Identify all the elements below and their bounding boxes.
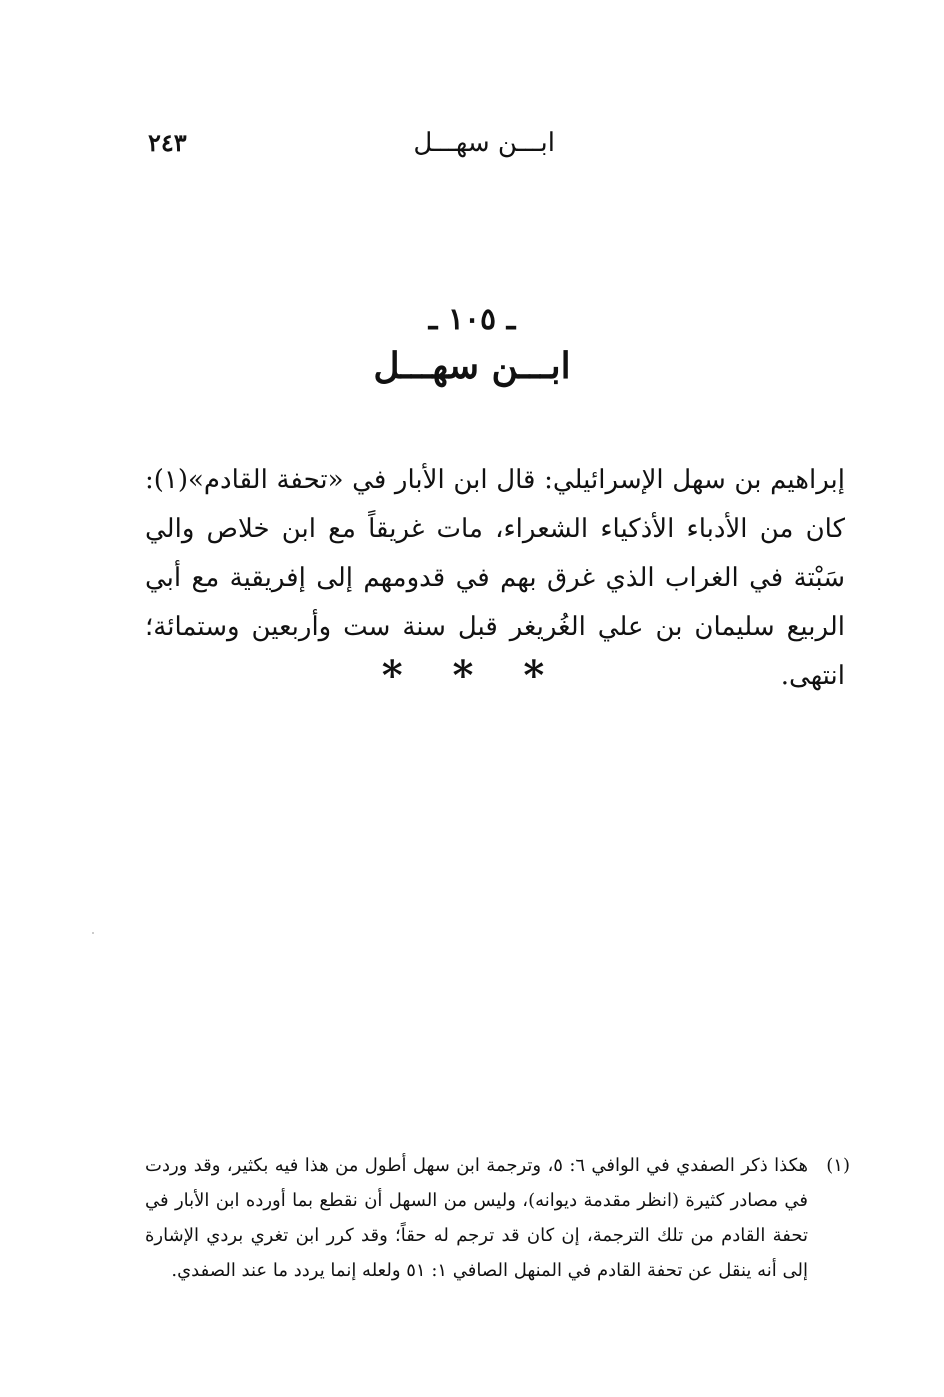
running-header-title: ابـــن سهـــل <box>413 128 555 158</box>
running-header <box>140 128 845 168</box>
scan-speck <box>92 932 94 934</box>
body-paragraph: إبراهيم بن سهل الإسرائيلي: قال ابن الأبار في «تحفة القادم»(١): كان من الأدباء الأذكياء الشعراء، مات غريقاً مع ابن خلاص والي سَبْتة في الغراب الذي غرق بهم في قدومهم إلى إفريقية مع أبي الربيع سليمان بن علي الغُريغر قبل سنة ست وأربعين وستمائة؛ انتهى. <box>145 465 845 691</box>
footnote <box>145 1148 850 1288</box>
footnote-marker: (١) <box>826 1155 850 1176</box>
footnote-text: هكذا ذكر الصفدي في الوافي ٦: ٥، وترجمة ابن سهل أطول من هذا فيه بكثير، وقد وردت في مصادر كثيرة (انظر مقدمة ديوانه)، وليس من السهل أن نقطع بما أورده ابن الأبار في تحفة القادم من تلك الترجمة، إن كان قد ترجم له حقاً؛ وقد كرر ابن تغري بردي الإشارة إلى أنه ينقل عن تحفة القادم في المنهل الصافي ١: ٥١ ولعله إنما يردد ما عند الصفدي. <box>145 1155 808 1281</box>
section-ornament: * * * <box>381 652 563 699</box>
entry-title: ابـــن سهـــل <box>373 345 571 387</box>
entry-number: ـ ١٠٥ ـ <box>428 302 516 337</box>
page-number: ٢٤٣ <box>148 128 187 157</box>
